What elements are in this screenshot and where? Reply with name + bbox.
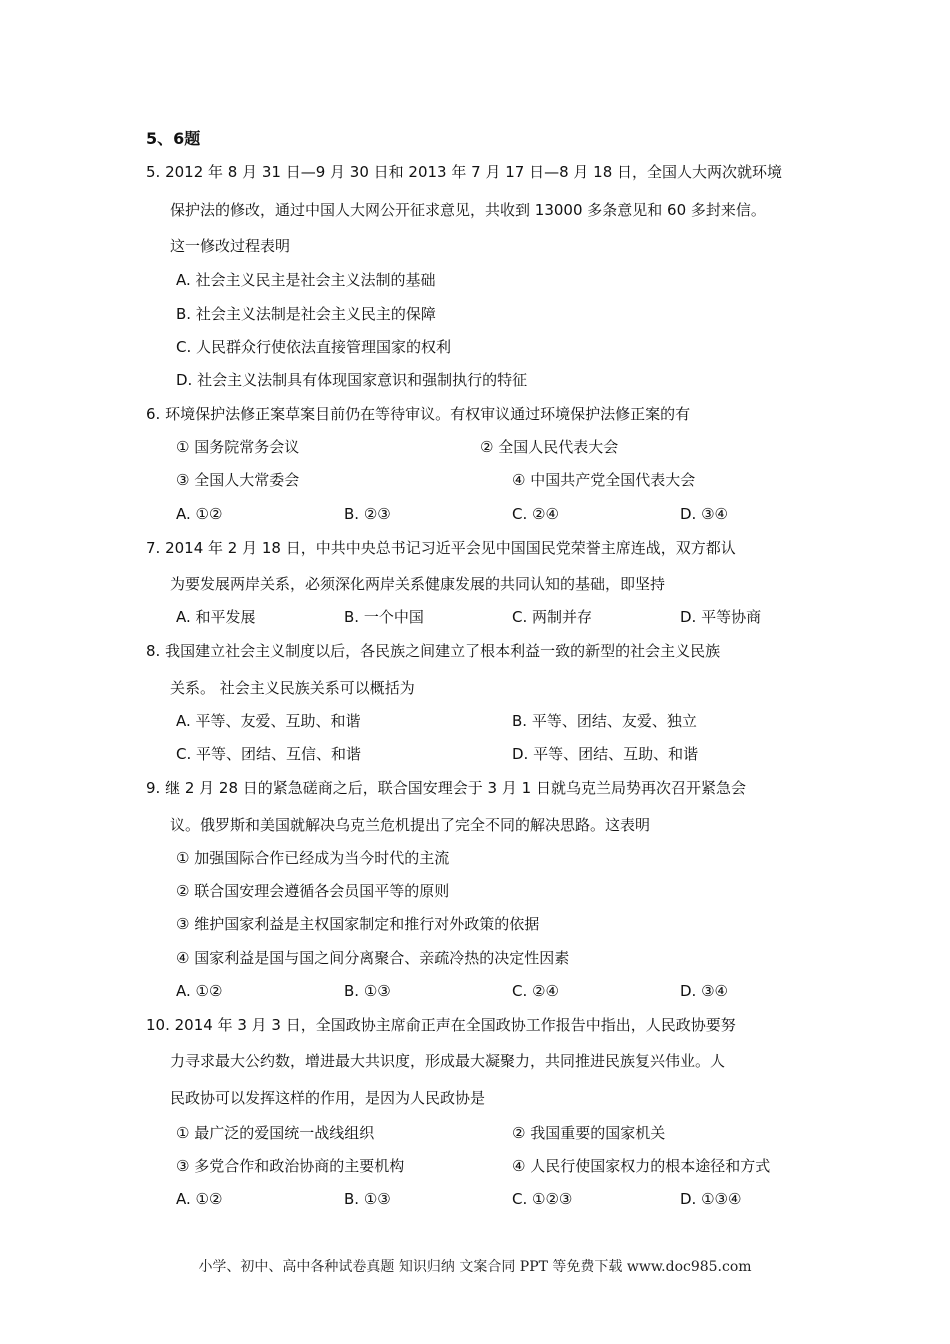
q10-line-3: 民政协可以发挥这样的作用，是因为人民政协是 [170, 1089, 486, 1107]
q9-line-1: 9. 继 2 月 28 日的紧急磋商之后，联合国安理会于 3 月 1 日就乌克兰局势再次召开紧急会 [146, 779, 746, 797]
q5-line-2: 保护法的修改，通过中国人大网公开征求意见，共收到 13000 多条意见和 60 多封来信。 [170, 201, 766, 219]
q10-line-2: 力寻求最大公约数，增进最大共识度，形成最大凝聚力，共同推进民族复兴伟业。人 [170, 1052, 726, 1070]
q6-line-1: 6. 环境保护法修正案草案目前仍在等待审议。有权审议通过环境保护法修正案的有 [146, 405, 691, 423]
page-footer: 小学、初中、高中各种试卷真题 知识归纳 文案合同 PPT 等免费下载 www.doc985.com [198, 1259, 752, 1275]
q8-line-2: 关系。 社会主义民族关系可以概括为 [170, 679, 415, 697]
q7-answer-b: B. 一个中国 [344, 608, 424, 626]
q8-answers-row-1 [176, 711, 816, 731]
q9-answer-c: C. ②④ [512, 982, 559, 1000]
q9-line-2: 议。俄罗斯和美国就解决乌克兰危机提出了完全不同的解决思路。这表明 [170, 816, 651, 834]
q10-items-row-2 [176, 1156, 816, 1176]
q8-answer-b: B. 平等、团结、友爱、独立 [512, 712, 697, 730]
q7-answer-d: D. 平等协商 [680, 608, 762, 626]
q7-answers-row [176, 607, 816, 627]
q5-option-a: A. 社会主义民主是社会主义法制的基础 [176, 271, 436, 289]
q7-line-1: 7. 2014 年 2 月 18 日，中共中央总书记习近平会见中国国民党荣誉主席连战，双方都认 [146, 539, 736, 557]
q10-item-4: ④ 人民行使国家权力的根本途径和方式 [512, 1157, 771, 1175]
q7-answer-a: A. 和平发展 [176, 608, 256, 626]
q10-item-3: ③ 多党合作和政治协商的主要机构 [176, 1157, 405, 1175]
q9-item-1: ① 加强国际合作已经成为当今时代的主流 [176, 849, 450, 867]
q6-items-row-1 [176, 437, 816, 457]
q6-answers-row [176, 504, 816, 524]
q6-answer-c: C. ②④ [512, 505, 559, 523]
q5-line-1: 5. 2012 年 8 月 31 日—9 月 30 日和 2013 年 7 月 17 日—8 月 18 日，全国人大两次就环境 [146, 163, 783, 181]
q9-item-3: ③ 维护国家利益是主权国家制定和推行对外政策的依据 [176, 915, 540, 933]
q5-option-b: B. 社会主义法制是社会主义民主的保障 [176, 305, 436, 323]
q9-answer-a: A. ①② [176, 982, 223, 1000]
q10-line-1: 10. 2014 年 3 月 3 日，全国政协主席俞正声在全国政协工作报告中指出，人民政协要努 [146, 1016, 736, 1034]
q6-item-4: ④ 中国共产党全国代表大会 [512, 471, 696, 489]
q9-answers-row [176, 981, 816, 1001]
q6-item-1: ① 国务院常务会议 [176, 438, 300, 456]
q7-answer-c: C. 两制并存 [512, 608, 593, 626]
q9-answer-b: B. ①③ [344, 982, 391, 1000]
q10-answers-row [176, 1189, 816, 1209]
q9-item-2: ② 联合国安理会遵循各会员国平等的原则 [176, 882, 450, 900]
q6-item-3: ③ 全国人大常委会 [176, 471, 300, 489]
q8-answer-a: A. 平等、友爱、互助、和谐 [176, 712, 361, 730]
q10-items-row-1 [176, 1123, 816, 1143]
q10-answer-b: B. ①③ [344, 1190, 391, 1208]
q6-answer-d: D. ③④ [680, 505, 728, 523]
q5-line-3: 这一修改过程表明 [170, 237, 291, 255]
q5-option-d: D. 社会主义法制具有体现国家意识和强制执行的特征 [176, 371, 528, 389]
q10-answer-c: C. ①②③ [512, 1190, 573, 1208]
q9-answer-d: D. ③④ [680, 982, 728, 1000]
q10-answer-a: A. ①② [176, 1190, 223, 1208]
q6-answer-a: A. ①② [176, 505, 223, 523]
q8-answer-c: C. 平等、团结、互信、和谐 [176, 745, 362, 763]
q6-answer-b: B. ②③ [344, 505, 391, 523]
q10-item-2: ② 我国重要的国家机关 [512, 1124, 666, 1142]
q8-answer-d: D. 平等、团结、互助、和谐 [512, 745, 699, 763]
q9-item-4: ④ 国家利益是国与国之间分离聚合、亲疏冷热的决定性因素 [176, 949, 570, 967]
q5-option-c: C. 人民群众行使依法直接管理国家的权利 [176, 338, 452, 356]
q10-answer-d: D. ①③④ [680, 1190, 742, 1208]
q8-line-1: 8. 我国建立社会主义制度以后，各民族之间建立了根本利益一致的新型的社会主义民族 [146, 642, 721, 660]
q10-item-1: ① 最广泛的爱国统一战线组织 [176, 1124, 375, 1142]
q6-items-row-2 [176, 470, 816, 490]
section-heading: 5、6题 [146, 129, 201, 148]
q7-line-2: 为要发展两岸关系，必须深化两岸关系健康发展的共同认知的基础，即坚持 [170, 575, 666, 593]
q6-item-2: ② 全国人民代表大会 [480, 438, 619, 456]
q8-answers-row-2 [176, 744, 816, 764]
